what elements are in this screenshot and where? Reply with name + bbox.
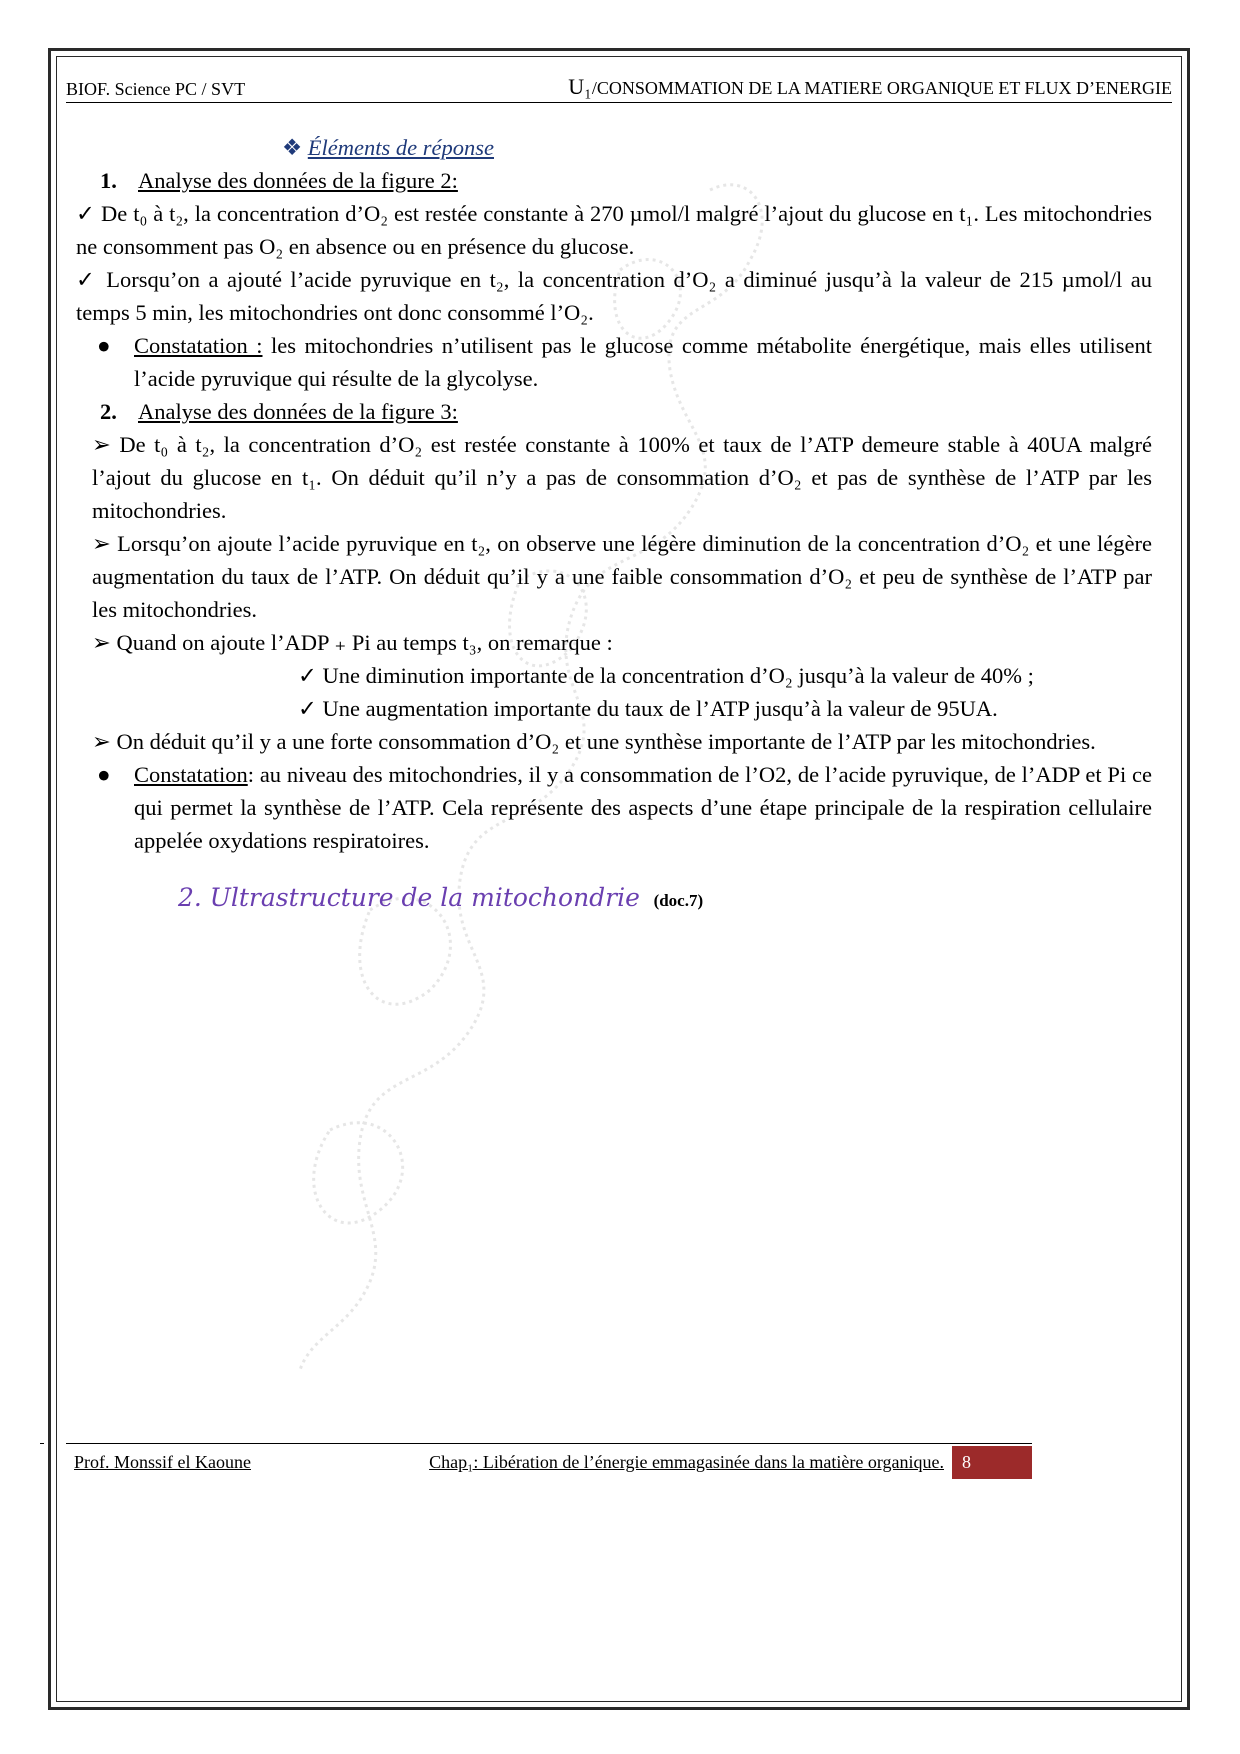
page-header	[66, 76, 1172, 103]
analysis-1-title: Analyse des données de la figure 2:	[138, 168, 458, 193]
footer-divider	[66, 1443, 1032, 1444]
constatation-text: : au niveau des mitochondries, il y a consommation de l’O2, de l’acide pyruvique, de l’ADP et Pi ce qui permet la synthèse de l’ATP. Cela représente des aspects d’une étape principale de la respiration cellulaire appelée oxydations respiratoires.	[134, 762, 1152, 853]
header-unit-title	[568, 74, 1172, 100]
constatation-label: Constatation	[134, 762, 248, 787]
header-unit-number: U₁	[568, 74, 592, 99]
analysis-2-point-2: ➢ Lorsqu’on ajoute l’acide pyruvique en t₂, on observe une légère diminution de la concentration d’O₂ et une légère augmentation du taux de l’ATP. On déduit qu’il y a une faible consommation d’O₂ et peu de synthèse de l’ATP par les mitochondries.	[92, 531, 1152, 622]
analysis-2-title: Analyse des données de la figure 3:	[138, 399, 458, 424]
analysis-1-point-1: ✓ De t₀ à t₂, la concentration d’O₂ est restée constante à 270 µmol/l malgré l’ajout du glucose en t₁. Les mitochondries ne consomment pas O₂ en absence ou en présence du glucose.	[76, 201, 1152, 259]
section-2-doc-ref: (doc.7)	[653, 891, 704, 910]
analysis-2-point-4: ➢ On déduit qu’il y a une forte consommation d’O₂ et une synthèse importante de l’ATP par les mitochondries.	[92, 729, 1096, 754]
analysis-1-number: 1.	[100, 168, 117, 193]
bullet-dot-icon: ●	[97, 762, 111, 787]
analysis-2-number: 2.	[100, 399, 117, 424]
footer-author: Prof. Monssif el Kaoune	[74, 1452, 251, 1472]
footer-tick-mark	[40, 1443, 44, 1444]
analysis-1-constatation	[72, 329, 1152, 395]
header-course: BIOF. Science PC / SVT	[66, 79, 246, 99]
section-2-heading	[72, 881, 1152, 917]
diamond-bullet-icon: ❖	[282, 135, 303, 160]
document-body	[72, 131, 1152, 917]
constatation-text: les mitochondries n’utilisent pas le glucose comme métabolite énergétique, mais elles utilisent l’acide pyruvique qui résulte de la glycolyse.	[134, 333, 1152, 391]
section-heading	[72, 131, 1152, 164]
bullet-dot-icon: ●	[97, 333, 111, 358]
analysis-2-constatation	[72, 758, 1152, 857]
page-number-badge: 8	[952, 1446, 1032, 1479]
analysis-2-subpoint-2: ✓ Une augmentation importante du taux de l’ATP jusqu’à la valeur de 95UA.	[298, 696, 998, 721]
header-title-text: /CONSOMMATION DE LA MATIERE ORGANIQUE ET FLUX D’ENERGIE	[591, 78, 1172, 98]
analysis-1-heading	[72, 164, 1152, 197]
analysis-2-heading	[72, 395, 1152, 428]
section-title: Éléments de réponse	[307, 135, 494, 160]
analysis-1-point-2: ✓ Lorsqu’on a ajouté l’acide pyruvique en t₂, la concentration d’O₂ a diminué jusqu’à la valeur de 215 µmol/l au temps 5 min, les mitochondries ont donc consommé l’O₂.	[76, 267, 1152, 325]
page-footer	[66, 1446, 1032, 1478]
analysis-2-subpoint-1: ✓ Une diminution importante de la concentration d’O₂ jusqu’à la valeur de 40% ;	[298, 663, 1034, 688]
analysis-2-point-1: ➢ De t₀ à t₂, la concentration d’O₂ est restée constante à 100% et taux de l’ATP demeure stable à 40UA malgré l’ajout du glucose en t₁. On déduit qu’il n’y a pas de consommation d’O₂ et pas de synthèse de l’ATP par les mitochondries.	[92, 432, 1152, 523]
section-2-title: 2. Ultrastructure de la mitochondrie	[178, 883, 640, 912]
constatation-label: Constatation :	[134, 333, 263, 358]
analysis-2-point-3: ➢ Quand on ajoute l’ADP ₊ Pi au temps t₃, on remarque :	[92, 630, 613, 655]
footer-chapter: Chap₁: Libération de l’énergie emmagasinée dans la matière organique.	[429, 1452, 944, 1472]
